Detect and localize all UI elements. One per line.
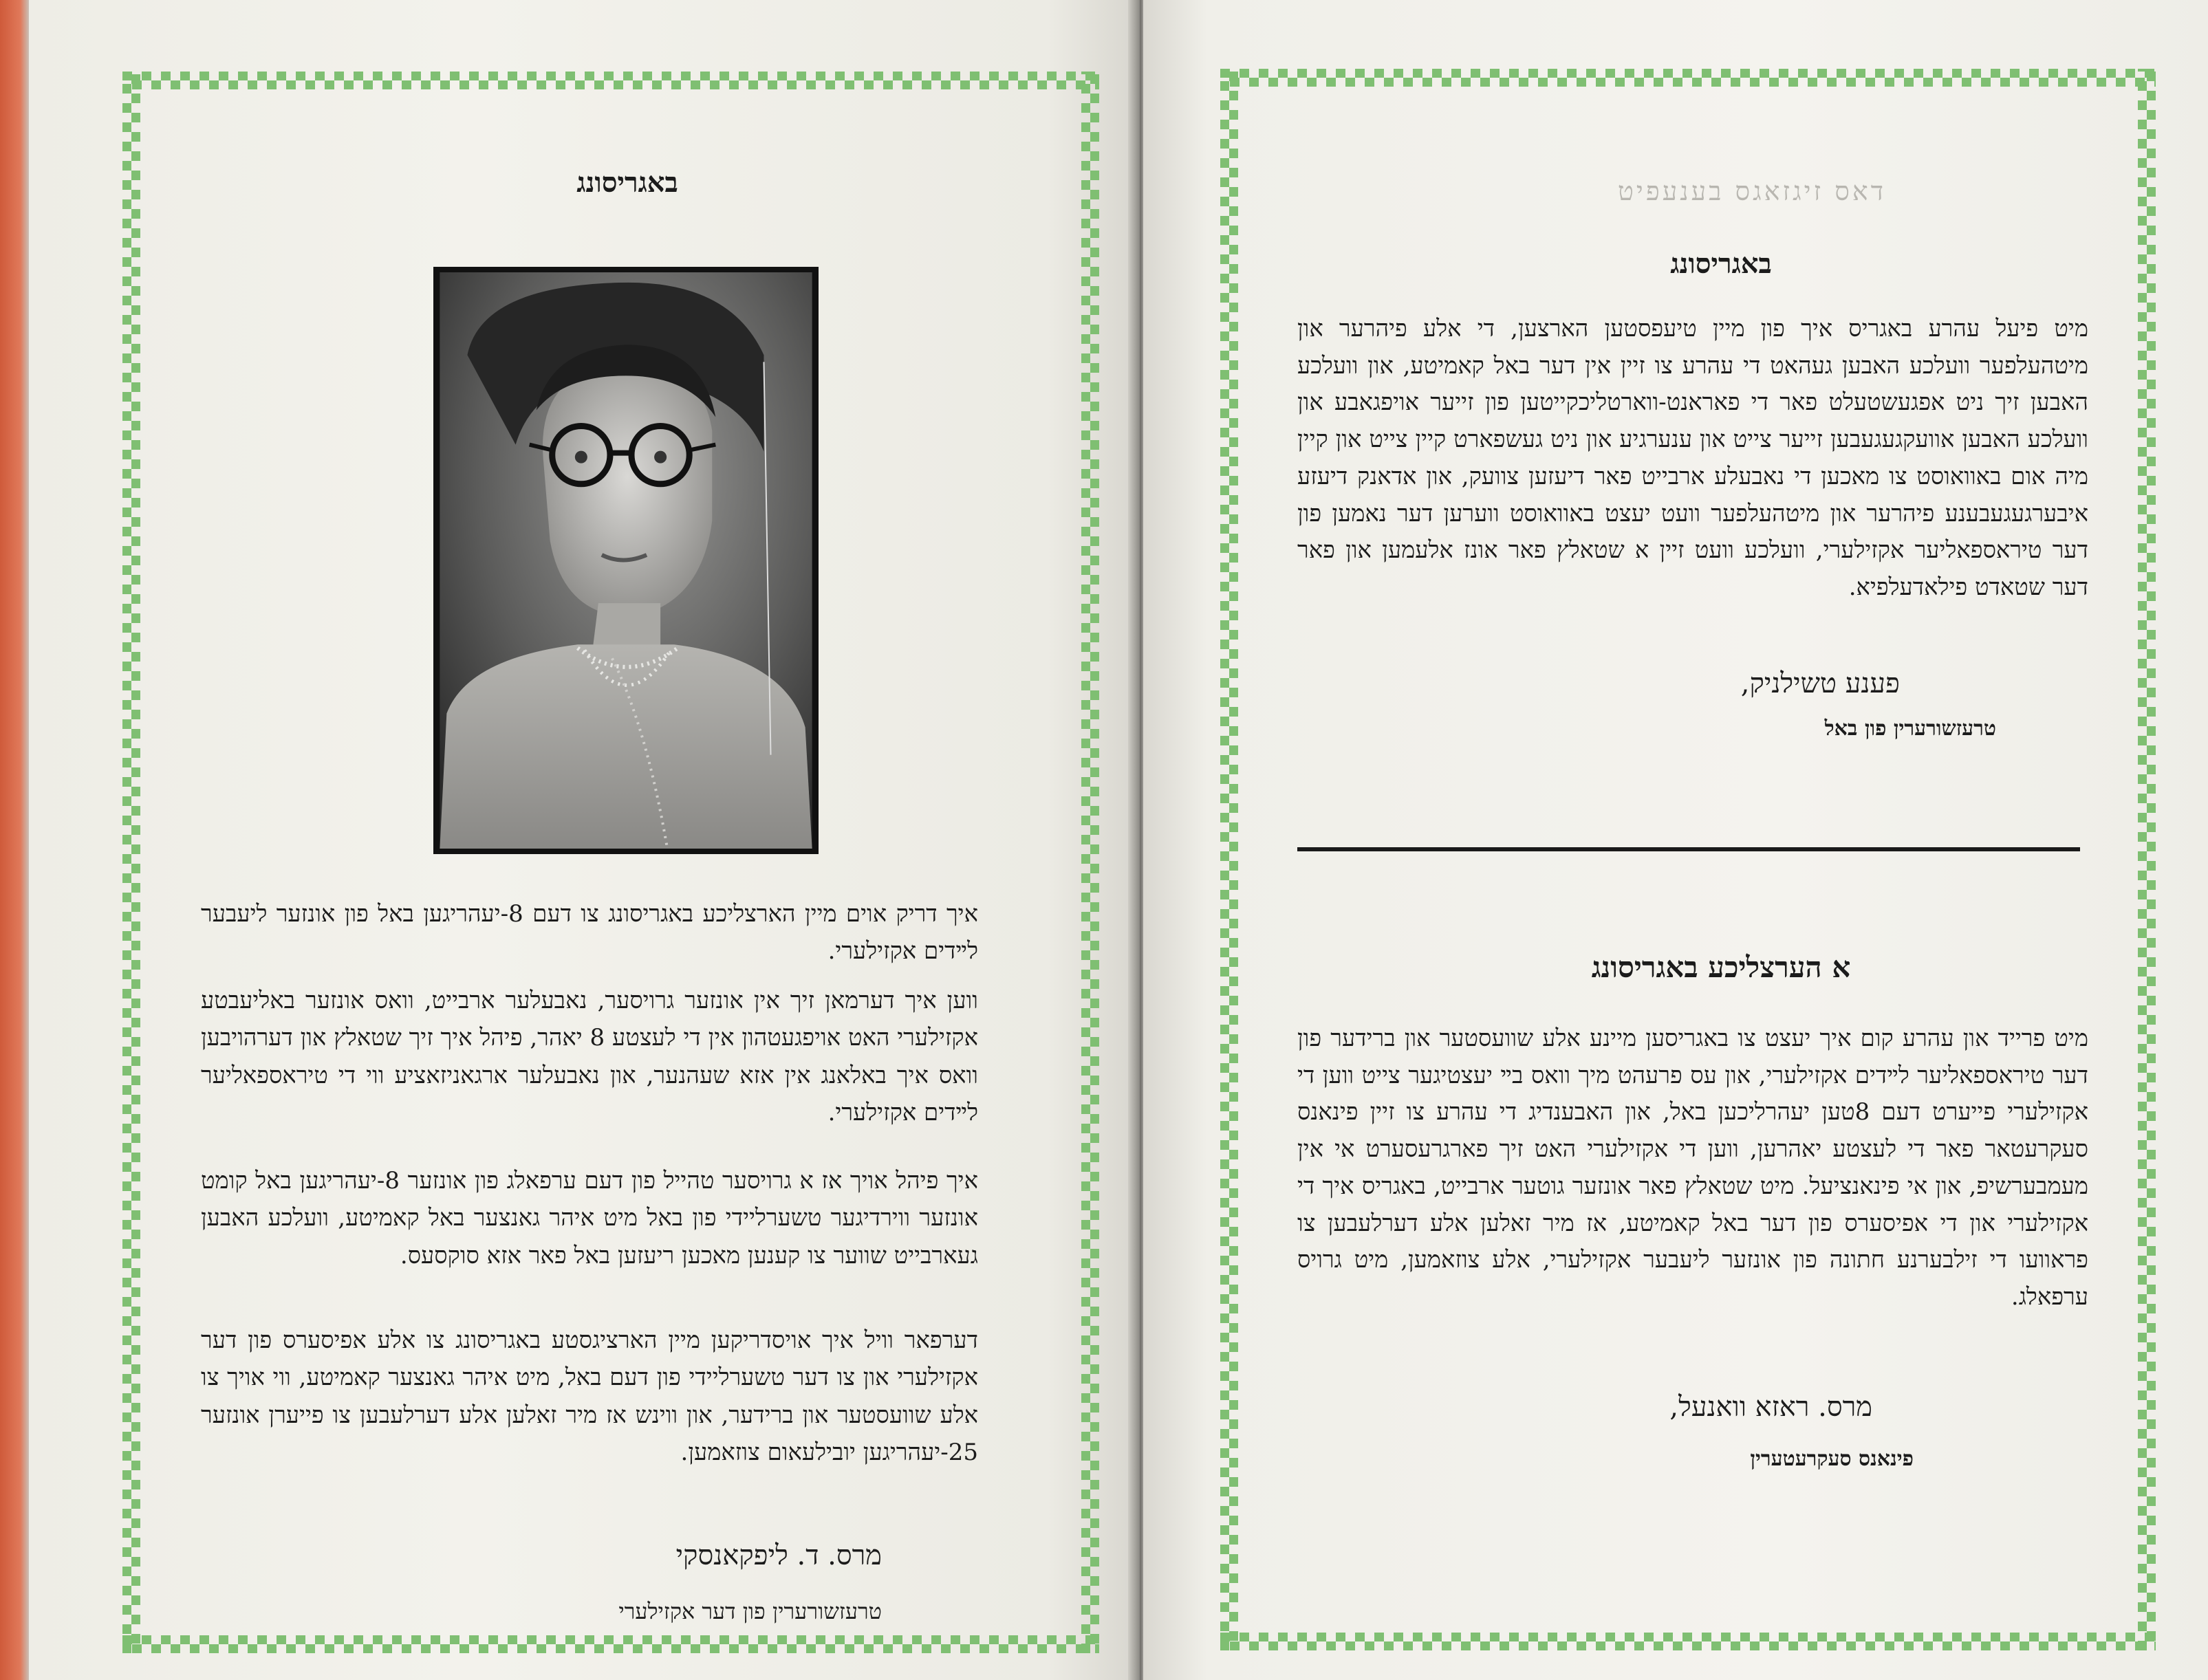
left-page	[29, 0, 1136, 1680]
section-divider	[1297, 847, 2080, 851]
left-signature-title: טרעזשורערין פון דער אקזילערי	[618, 1598, 882, 1624]
right-section1-signature-title: טרעזשורערין פון באל	[1824, 717, 1996, 741]
right-section1-heading: באגריסונג	[1670, 248, 1772, 280]
right-page	[1143, 0, 2208, 1680]
right-section1-paragraph: מיט פיעל עהרע באגריס איך פון מיין טיעפסטען הארצען, די אלע פיהרער און מיטהעלפער וועלכע האבען געהאט די עהרע צו זיין אין דער באל קאמיטע, און וועלכע האבען זיך ניט אפגעשטעלט פאר די פאראנט-ווארטליכקייטען פון זייער אויפגאבע און וועלכע האבען אוועקגעגעבען זייער צייט און ענערגיע און ניט געשפארט קיין צייט און קיין מיה אום באוואוסט צו מאכען די נאבעלע ארבייט פאר דיעזען צוועק, און אדאנק דיעזע איבערגעגעבענע פיהרער און מיטהעלפער וועט יעצט באוואוסט ווערען דער נאמען פון דער טיראספאליער אקזילערי, וועלכע וועט זיין א שטאלץ פאר אונז אלעמען און פאר דער שטאדט פילאדעלפיא.	[1297, 315, 2088, 602]
faint-show-through-text: דאס זיגזאגס בענעפיט	[1617, 176, 1886, 206]
right-section1-signature-name: פענע טשילניק,	[1740, 668, 1900, 699]
left-paragraph-1: איך דריק אוים מיין הארצליכע באגריסונג צו דעם 8-יעהריגען באל פון אונזער ליעבער לײדים אקזילערי.	[201, 900, 978, 966]
right-section2-signature-title: פינאנס סעקרעטערין	[1750, 1447, 1914, 1471]
left-paragraph-4: דערפאר וויל איך אויסדריקען מיין הארציגסטע באגריסונג צו אלע אפיסערס פון דער אקזילערי און צו דער טשערליידי פון דעם באל, מיט איהר גאנצער קאמיטע, ווי אויך צו אלע שוועסטער און ברידער, און ווינש אז מיר זאלען אלע דערלעבען צו פייערן אונזער 25-יעהריגען יובילעאום צוזאמען.	[201, 1327, 978, 1467]
left-signature-name: מרס. ד. ליפקאנסקי	[675, 1540, 882, 1571]
right-section2-paragraph: מיט פרייד און עהרע קום איך יעצט צו באגריסען מיינע אלע שוועסטער און ברידער פון דער טיראספאליער לײדים אקזילערי, און עס פרעהט מיך וואס בײ יעצטיגער צייט ווען די אקזילערי פייערט דעם 8טען יעהרליכען באל, און האבענדיג די עהרע צו זיין פינאנס סעקרעטאר פאר די לעצטע יאהרען, ווען די אקזילערי האט זיך פארגרעסערט אי אין מעמבערשיפ, און אי פינאנציעל. מיט שטאלץ פאר אונזער גוטער ארבייט, באגריס איך די אקזילערי און די אפיסערס פון דער באל קאמיטע, אז מיר זאלען אלע דערלעבען צו פראוועו די זילבערנע חתונה פון אונזער ליעבער אקזילערי, אלע צוזאמען, מיט גרויס ערפאלג.	[1297, 1025, 2089, 1311]
portrait-image	[439, 272, 813, 849]
left-paragraph-3: איך פיהל אויך אז א גרויסער טהייל פון דעם ערפאלג פון אונזער 8-יעהריגען באל קומט אונזער ווירדיגער טשערליידי פון באל מיט איהר גאנצער באל קאמיטע, וועלכע האבען געארבייט שווער צו קענען מאכען ריעזען באל פאר אזא סוקסעס.	[201, 1167, 978, 1269]
right-section2-heading: א הערצליכע באגריסונג	[1591, 950, 1851, 984]
cover-edge	[0, 0, 29, 1680]
left-paragraph-2: ווען איך דערמאן זיך אין אונזער גרויסער, נאבעלער ארבייט, וואס אונזער באליעבטע אקזילערי האט אויפגעטהון אין די לעצטע 8 יאהר, פיהל איך זיך שטאלץ און דערהויבען וואס איך באלאנג אין אזא שעהנער, און נאבעלער ארגאניזאציע ווי די טיראספאליער לײדים אקזילערי.	[201, 987, 979, 1127]
right-section2-signature-name: מרס. ראזא וואנעל,	[1669, 1391, 1872, 1423]
left-page-heading: באגריסונג	[576, 166, 678, 199]
portrait-photo	[433, 267, 819, 854]
